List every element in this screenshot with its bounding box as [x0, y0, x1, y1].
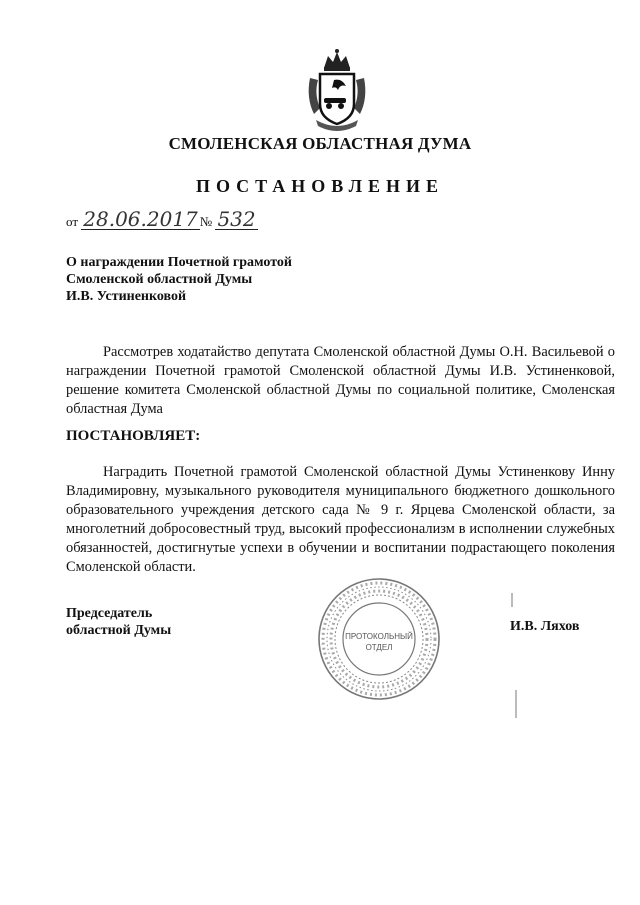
document-subject — [66, 254, 292, 305]
signature-mark — [511, 593, 513, 607]
signatory-title-line: областной Думы — [66, 623, 172, 638]
signatory-name: И.В. Ляхов — [510, 619, 580, 634]
date-line — [66, 209, 258, 230]
preamble-paragraph: Рассмотрев ходатайство депутата Смоленской областной Думы О.Н. Васильевой о награждении Почетной грамотой Смоленской областной Думы И.В. Устиненковой, решение комитета Смоленской областной Думы по социальной политике, Смоленская областная Дума — [66, 344, 615, 417]
subject-line: О награждении Почетной грамотой — [66, 255, 292, 270]
subject-line: И.В. Устиненковой — [66, 289, 187, 304]
document-date: 28.06.2017 — [83, 207, 198, 231]
seal-center-line2: ОТДЕЛ — [365, 643, 393, 652]
signatory-title — [66, 605, 171, 639]
document-number: 532 — [217, 207, 256, 231]
document-type-title: ПОСТАНОВЛЕНИЕ — [195, 176, 445, 196]
organization-title: СМОЛЕНСКАЯ ОБЛАСТНАЯ ДУМА — [168, 134, 472, 153]
resolution-paragraph: Наградить Почетной грамотой Смоленской областной Думы Устиненкову Инну Владимировну, музыкального руководителя муниципального бюджетного дошкольного образовательного учреждения детского сада № 9 г. Ярцева Смоленской области, за многолетний добросовестный труд, высокий профессионализм в исполнении служебных обязанностей, достигнутые успехи в обучении и воспитании подрастающего поколения Смоленской области. — [66, 464, 615, 575]
official-seal-stamp — [316, 576, 442, 702]
subject-line: Смоленской областной Думы — [66, 272, 253, 287]
date-from-label: от — [66, 214, 79, 229]
resolves-heading: ПОСТАНОВЛЯЕТ: — [66, 428, 201, 444]
seal-center-line1: ПРОТОКОЛЬНЫЙ — [345, 632, 413, 641]
signatory-title-line: Председатель — [66, 606, 153, 621]
signature-mark — [515, 690, 517, 718]
coat-of-arms-icon — [302, 48, 372, 132]
document-number-label: № — [199, 214, 213, 229]
